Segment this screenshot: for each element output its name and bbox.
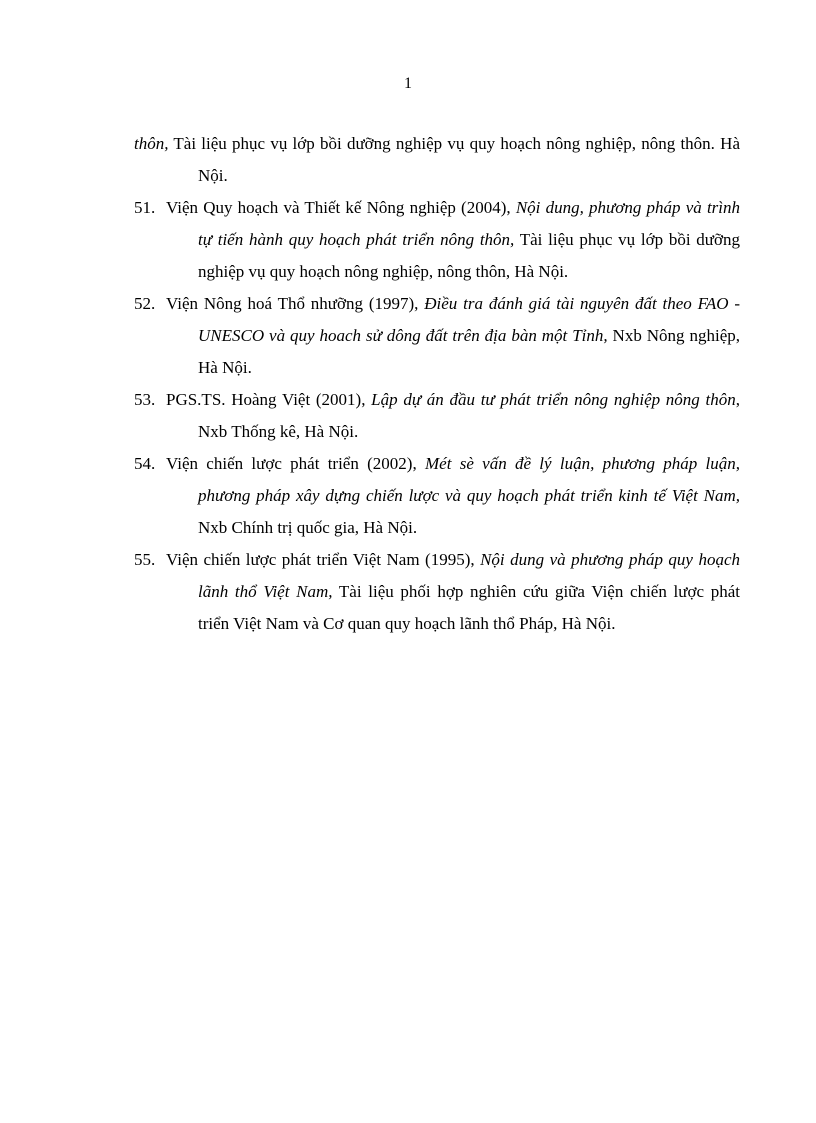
reference-author: PGS.TS. Hoàng Việt (2001), — [166, 390, 372, 409]
reference-continuation — [134, 128, 740, 192]
reference-list — [134, 128, 740, 640]
reference-details: , Nxb Thống kê, Hà Nội. — [198, 390, 740, 441]
reference-item-52 — [134, 288, 740, 384]
reference-details: Nxb Chính trị quốc gia, Hà Nội. — [198, 518, 418, 537]
reference-item-53 — [134, 384, 740, 448]
reference-title: Nội dung, phương pháp và trình tự tiến hành quy hoạch phát triển nông thôn, — [198, 198, 741, 249]
reference-author: Viện Quy hoạch và Thiết kế Nông nghiệp (2004), — [166, 198, 516, 217]
reference-number: 55. — [134, 550, 156, 569]
reference-number: 52. — [134, 294, 156, 313]
reference-author: Viện Nông hoá Thổ nhưỡng (1997), — [166, 294, 425, 313]
reference-title: Điều tra đánh giá tài nguyên đất theo FAO - UNESCO và quy hoach sử dông đất trên địa bàn một Tỉnh, — [198, 294, 741, 345]
reference-number: 51. — [134, 198, 156, 217]
reference-details: Tài liệu phục vụ lớp bồi dưỡng nghiệp vụ quy hoạch nông nghiệp, nông thôn. Hà Nội. — [168, 134, 740, 185]
reference-item-54 — [134, 448, 740, 544]
reference-author: Viện chiến lược phát triển Việt Nam (1995), — [166, 550, 481, 569]
reference-details: Tài liệu phối hợp nghiên cứu giữa Viện chiến lược phát triển Việt Nam và Cơ quan quy hoạch lãnh thổ Pháp, Hà Nội. — [198, 582, 740, 633]
reference-number: 53. — [134, 390, 156, 409]
reference-title: Nội dung và phương pháp quy hoạch lãnh thổ Việt Nam, — [198, 550, 740, 601]
reference-item-51 — [134, 192, 740, 288]
page-number: 1 — [404, 75, 412, 92]
reference-title: Mét sè vấn đề lý luận, phương pháp luận, phương pháp xây dựng chiến lược và quy hoạch phát triển kinh tế Việt Nam, — [198, 454, 740, 505]
reference-details: Nxb Nông nghiệp, Hà Nội. — [198, 326, 740, 377]
reference-title: Lập dự án đầu tư phát triển nông nghiệp nông thôn — [371, 390, 736, 409]
reference-title: thôn, — [134, 134, 169, 153]
reference-item-55 — [134, 544, 740, 640]
reference-number: 54. — [134, 454, 156, 473]
reference-details: Tài liệu phục vụ lớp bồi dưỡng nghiệp vụ quy hoạch nông nghiệp, nông thôn, Hà Nội. — [198, 230, 740, 281]
reference-author: Viện chiến lược phát triển (2002), — [166, 454, 425, 473]
